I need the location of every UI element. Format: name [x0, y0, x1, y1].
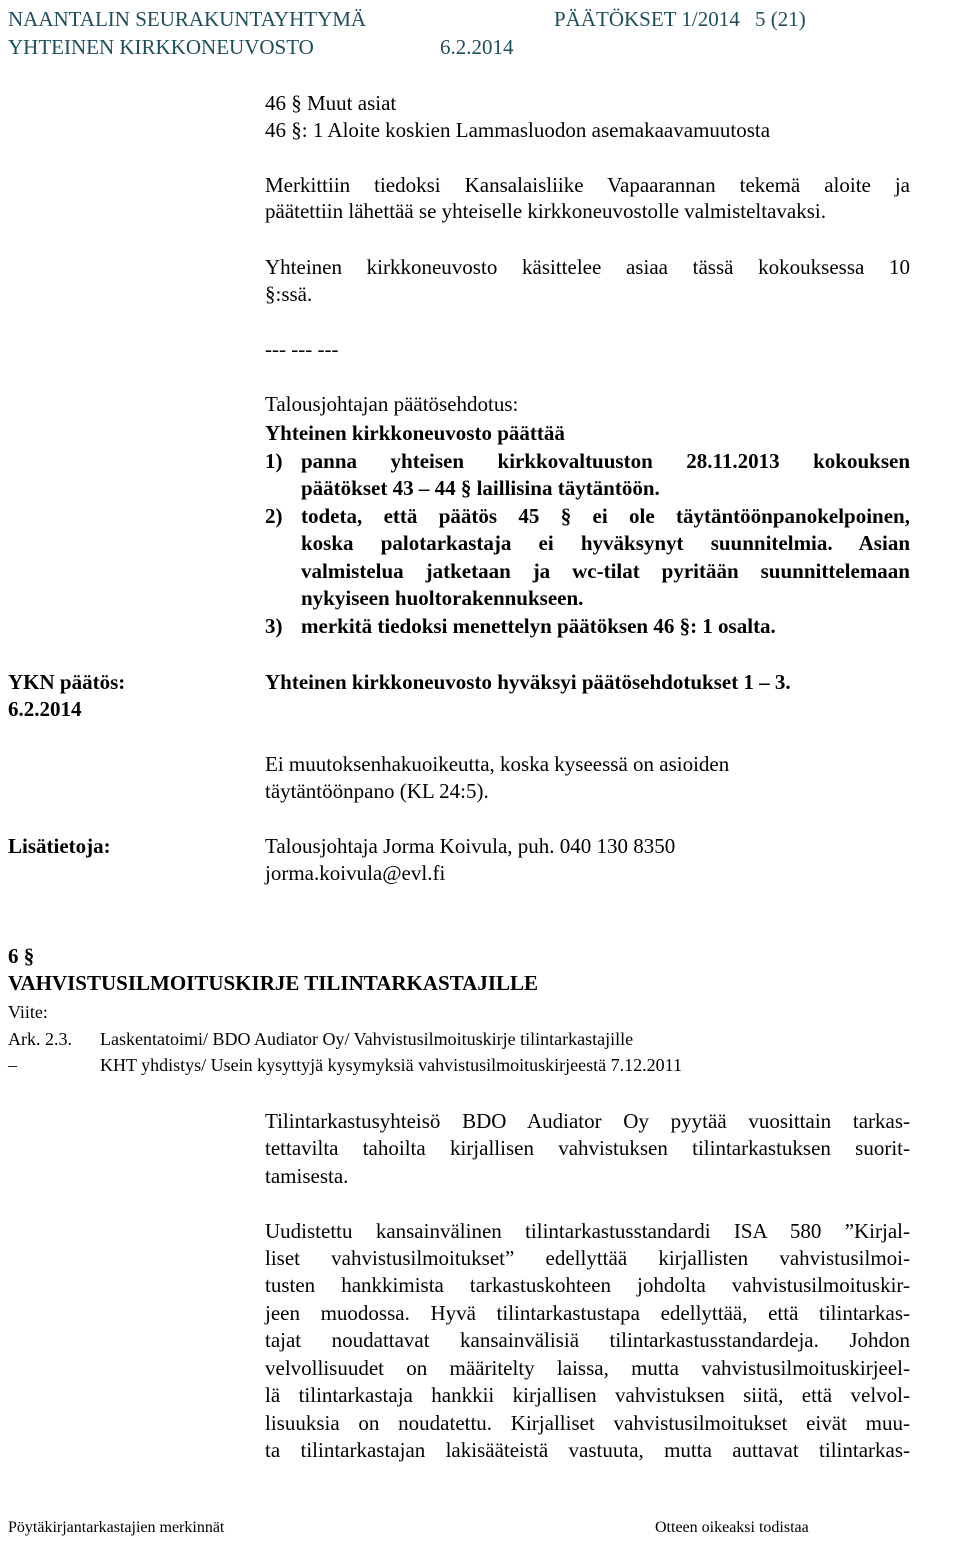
- paragraph-line: liset vahvistusilmoitukset” edellyttää kirjallisten vahvistusilmoi-: [265, 1246, 910, 1270]
- paragraph-line: tettavilta tahoilta kirjallisen vahvistuksen tilintarkastuksen suorit-: [265, 1136, 910, 1160]
- item-line: todeta, että päätös 45 § ei ole täytäntöönpanokelpoinen,: [301, 504, 910, 528]
- paragraph-line: päätettiin lähettää se yhteiselle kirkkoneuvostolle valmisteltavaksi.: [265, 199, 827, 223]
- item-line: nykyiseen huoltorakennukseen.: [301, 586, 584, 610]
- item-line: merkitä tiedoksi menettelyn päätöksen 46 §: 1 osalta.: [301, 614, 776, 638]
- decision-text: Yhteinen kirkkoneuvosto hyväksyi päätösehdotukset 1 – 3.: [265, 670, 791, 694]
- header-date: 6.2.2014: [440, 35, 514, 59]
- paragraph-line: Uudistettu kansainvälinen tilintarkastusstandardi ISA 580 ”Kirjal-: [265, 1219, 910, 1243]
- decision-label: YKN päätös:: [8, 670, 126, 694]
- item-line: panna yhteisen kirkkovaltuuston 28.11.2013 kokouksen: [301, 449, 910, 473]
- contact-email: jorma.koivula@evl.fi: [265, 861, 446, 885]
- reference-line: KHT yhdistys/ Usein kysyttyjä kysymyksiä vahvistusilmoituskirjeestä 7.12.2011: [100, 1055, 682, 1075]
- paragraph-line: Tilintarkastusyhteisö BDO Audiator Oy pyytää vuosittain tarkas-: [265, 1109, 910, 1133]
- reference-label: Viite:: [8, 1002, 48, 1022]
- item-line: koska palotarkastaja ei hyväksynyt suunnitelmia. Asian: [301, 531, 910, 555]
- contact-line: Talousjohtaja Jorma Koivula, puh. 040 130 8350: [265, 834, 676, 858]
- item-line: päätökset 43 – 44 § laillisina täytäntöön.: [301, 476, 660, 500]
- header-page-number: 5 (21): [755, 7, 806, 31]
- appeal-line: täytäntöönpano (KL 24:5).: [265, 779, 489, 803]
- paragraph-line: lisuuksia on noudatettu. Kirjalliset vahvistusilmoitukset eivät muu-: [265, 1411, 910, 1435]
- paragraph-line: tamisesta.: [265, 1164, 349, 1188]
- appeal-line: Ei muutoksenhakuoikeutta, koska kyseessä on asioiden: [265, 752, 730, 776]
- info-label: Lisätietoja:: [8, 834, 111, 858]
- reference-prefix: –: [8, 1055, 17, 1075]
- proposal-heading: Talousjohtajan päätösehdotus:: [265, 392, 519, 416]
- decision-date: 6.2.2014: [8, 697, 82, 721]
- header-organization: NAANTALIN SEURAKUNTAYHTYMÄ: [8, 7, 367, 31]
- footer-left: Pöytäkirjantarkastajien merkinnät: [8, 1519, 225, 1536]
- section-heading: VAHVISTUSILMOITUSKIRJE TILINTARKASTAJILLE: [8, 971, 539, 995]
- header-document: PÄÄTÖKSET 1/2014: [554, 7, 740, 31]
- paragraph-line: ta tilintarkastajan lakisääteistä vastuuta, mutta auttavat tilintarkas-: [265, 1438, 910, 1462]
- item-line: valmistelua jatketaan ja wc-tilat pyritään suunnittelemaan: [301, 559, 910, 583]
- separator: --- --- ---: [265, 337, 339, 361]
- item-number: 1): [265, 449, 283, 473]
- paragraph-line: §:ssä.: [265, 282, 313, 306]
- paragraph-line: tusten hankkimista tarkastuskohteen johdolta vahvistusilmoituskir-: [265, 1273, 910, 1297]
- paragraph-line: Merkittiin tiedoksi Kansalaisliike Vapaarannan tekemä aloite ja: [265, 173, 910, 197]
- paragraph-line: tajat noudattavat kansainvälisiä tilintarkastusstandardeja. Johdon: [265, 1328, 910, 1352]
- item-number: 3): [265, 614, 283, 638]
- item-number: 2): [265, 504, 283, 528]
- section-subtitle: 46 §: 1 Aloite koskien Lammasluodon asemakaavamuutosta: [265, 118, 771, 142]
- paragraph-line: jeen muodossa. Hyvä tilintarkastustapa edellyttää, että tilintarkas-: [265, 1301, 910, 1325]
- section-title: 46 § Muut asiat: [265, 91, 397, 115]
- proposal-intro: Yhteinen kirkkoneuvosto päättää: [265, 421, 565, 445]
- section-number: 6 §: [8, 944, 35, 968]
- paragraph-line: velvollisuudet on määritelty laissa, mutta vahvistusilmoituskirjeel-: [265, 1356, 910, 1380]
- paragraph-line: lä tilintarkastaja hankkii kirjallisen vahvistuksen siitä, että velvol-: [265, 1383, 910, 1407]
- paragraph-line: Yhteinen kirkkoneuvosto käsittelee asiaa tässä kokouksessa 10: [265, 255, 910, 279]
- reference-line: Laskentatoimi/ BDO Audiator Oy/ Vahvistusilmoituskirje tilintarkastajille: [100, 1029, 634, 1049]
- reference-prefix: Ark. 2.3.: [8, 1029, 72, 1049]
- footer-right: Otteen oikeaksi todistaa: [655, 1519, 809, 1536]
- header-body-name: YHTEINEN KIRKKONEUVOSTO: [8, 35, 314, 59]
